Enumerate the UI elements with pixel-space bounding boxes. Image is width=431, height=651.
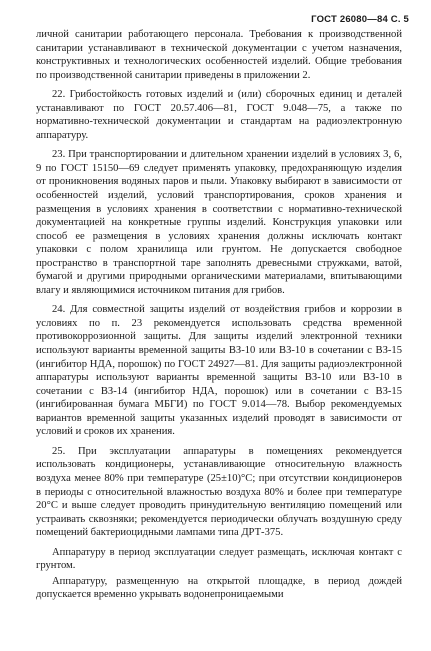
paragraph-22: 22. Грибостойкость готовых изделий и (или) сборочных единиц и деталей устанавливают по ГОСТ 20.57.406—81, ГОСТ 9.048—75, а также по нормативно-технической документации и стандартам на радиоэлектронную аппаратуру.: [36, 89, 402, 141]
document-body: [36, 28, 402, 602]
paragraph-placement: Аппаратуру в период эксплуатации следует размещать, исключая контакт с грунтом.: [36, 546, 402, 572]
paragraph-continuation: личной санитарии работающего персонала. Требования к производственной санитарии устанавливают в технической документации с учетом назначения, конструктивных и технологических особенностей изделий. Общие требования по производственной санитарии приведены в приложении 2.: [36, 29, 402, 81]
paragraph-24: 24. Для совместной защиты изделий от воздействия грибов и коррозии в условиях по п. 23 рекомендуется использовать средства временной противокоррозионной защиты. Для защиты изделий электронной техники используют варианты временной защиты ВЗ-10 или ВЗ-10 в сочетании с ВЗ-15 (ингибитор НДА, порошок) по ГОСТ 24927—81. Для защиты радиоэлектронной аппаратуры используют варианты временной защиты ВЗ-10 или ВЗ-10 в сочетании с ВЗ-14 (ингибитор НДА, порошок) или в сочетании с ВЗ-15 (ингибированная бумага МБГИ) по ГОСТ 9.014—78. Выбор рекомендуемых вариантов временной защиты указанных изделий проводят в зависимости от условий и сроков их хранения.: [36, 304, 402, 438]
running-head: ГОСТ 26080—84 С. 5: [311, 14, 409, 25]
paragraph-outdoor: Аппаратуру, размещенную на открытой площадке, в период дождей допускается временно укрывать водонепроницаемыми: [36, 575, 402, 601]
paragraph-23: 23. При транспортировании и длительном хранении изделий в условиях 3, 6, 9 по ГОСТ 15150—69 следует применять упаковку, предохраняющую изделия от проникновения водяных паров и пыли. Упаковку выбирают в зависимости от особенностей изделий, условий транспортирования, сроков хранения и размещения в условиях хранения в соответствии с нормативно-технической документацией на конкретные группы изделий. Конструкция упаковки или способ ее размещения в условиях хранения должны исключать контакт упаковки с полом хранилища или грунтом. Не допускается свободное пространство в транспортной таре заполнять древесными стружками, ватой, бумагой и другими природными органическими материалами, впитывающими влагу и являющимися источником питания для грибов.: [36, 149, 402, 296]
paragraph-25: 25. При эксплуатации аппаратуры в помещениях рекомендуется использовать кондиционеры, устанавливающие относительную влажность воздуха менее 80% при температуре (25±10)°С; при отсутствии кондиционеров в периоды с относительной влажностью воздуха 80% и более при температуре 20°С и выше следует проводить принудительную вентиляцию помещений или устраивать сквозняки; рекомендуется периодически облучать воздушную среду помещений бактериоцидными лампами типа ДРТ-375.: [36, 445, 402, 539]
